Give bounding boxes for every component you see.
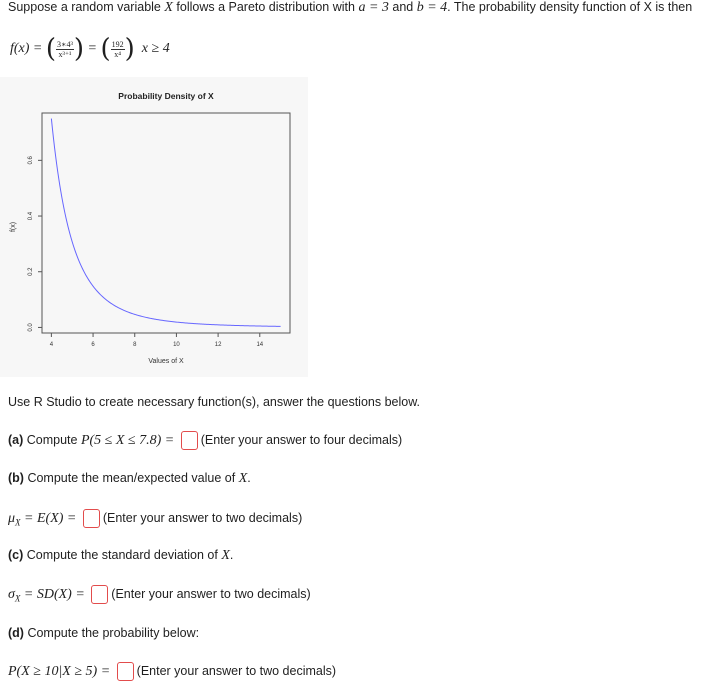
answer-d-input[interactable] xyxy=(117,662,134,681)
answer-b-row xyxy=(8,508,302,533)
intro-and: and xyxy=(388,0,417,14)
x-axis-label: Values of X xyxy=(148,358,184,365)
x-axis xyxy=(50,333,264,348)
question-a-math: P(5 ≤ X ≤ 7.8) = xyxy=(80,433,178,448)
question-d-label: (d) xyxy=(8,626,24,640)
answer-d-math: P(X ≥ 10|X ≥ 5) = xyxy=(8,664,114,679)
intro-a: a = 3 xyxy=(358,0,389,15)
question-c xyxy=(8,548,233,564)
question-c-hint: (Enter your answer to two decimals) xyxy=(111,587,311,601)
x-tick-label: 14 xyxy=(256,342,264,348)
answer-c-input[interactable] xyxy=(91,585,108,604)
pdf-formula: f(x) = ( $\frac{\text{3∗4³}}{\text{x³⁺¹}}$ ) = ( $\frac{192}{\text{x⁴}}$ ) x ≥ 4 xyxy=(10,34,170,64)
question-c-text: Compute the standard deviation of xyxy=(23,548,222,562)
question-a-text: Compute xyxy=(23,433,81,447)
question-a-label: (a) xyxy=(8,433,24,447)
answer-a-input[interactable] xyxy=(181,431,198,450)
pdf-lhs: f(x) = xyxy=(10,41,46,57)
pdf-frac1-num: 3∗4³ xyxy=(57,39,73,49)
answer-b-mu: μ xyxy=(8,511,16,526)
answer-b-input[interactable] xyxy=(83,509,100,528)
question-d-text: Compute the probability below: xyxy=(23,626,200,640)
pdf-frac1-den: x³⁺¹ xyxy=(58,49,72,59)
intro-b: b = 4 xyxy=(416,0,448,15)
answer-c-row xyxy=(8,584,311,609)
answer-b-sub: X xyxy=(15,517,21,528)
question-b-label: (b) xyxy=(8,471,24,485)
question-c-var: X xyxy=(221,548,230,563)
y-tick-label: 0.2 xyxy=(28,267,34,276)
question-b xyxy=(8,471,251,487)
x-tick-label: 12 xyxy=(214,342,222,348)
pdf-frac2 xyxy=(111,40,125,59)
question-b-end: . xyxy=(247,471,251,485)
question-a-hint: (Enter your answer to four decimals) xyxy=(200,433,403,447)
y-tick-label: 0.4 xyxy=(28,211,34,221)
y-tick-label: 0.0 xyxy=(28,323,34,332)
density-curve xyxy=(51,119,280,327)
question-b-hint: (Enter your answer to two decimals) xyxy=(102,511,303,525)
density-plot-svg xyxy=(0,77,308,377)
answer-c-math: = SD(X) = xyxy=(20,587,89,602)
intro-pre: Suppose a random variable xyxy=(8,0,165,14)
question-d-hint: (Enter your answer to two decimals) xyxy=(136,664,337,678)
pdf-frac2-num: 192 xyxy=(111,39,124,49)
y-axis xyxy=(28,156,42,332)
answer-c-sigma: σ xyxy=(8,587,15,602)
pdf-frac1 xyxy=(56,40,74,59)
y-axis-label: f(x) xyxy=(10,221,17,233)
pdf-condition: x ≥ 4 xyxy=(141,41,170,57)
answer-b-math: = E(X) = xyxy=(20,511,80,526)
question-c-label: (c) xyxy=(8,548,24,562)
intro-text xyxy=(8,0,692,16)
question-d xyxy=(8,626,199,640)
question-b-text: Compute the mean/expected value of xyxy=(23,471,239,485)
intro-post: . The probability density function of X is then xyxy=(447,0,693,14)
chart-title: Probability Density of X xyxy=(118,91,214,101)
plot-frame xyxy=(42,113,290,333)
answer-c-sub: X xyxy=(14,593,21,604)
question-c-end: . xyxy=(229,548,234,562)
x-tick-label: 6 xyxy=(91,342,95,348)
instructions-text: Use R Studio to create necessary function(s), answer the questions below. xyxy=(8,395,421,409)
x-tick-label: 4 xyxy=(49,342,54,348)
intro-var-x: X xyxy=(164,0,173,15)
x-tick-label: 10 xyxy=(173,342,180,348)
pdf-frac2-den: x⁴ xyxy=(114,49,122,59)
density-plot xyxy=(0,77,308,377)
question-a xyxy=(8,430,402,451)
x-tick-label: 8 xyxy=(133,342,137,348)
y-tick-label: 0.6 xyxy=(28,156,34,165)
intro-mid: follows a Pareto distribution with xyxy=(172,0,359,14)
question-b-var: X xyxy=(238,471,248,486)
answer-d-row xyxy=(8,661,336,682)
pdf-eq: = xyxy=(84,41,101,57)
